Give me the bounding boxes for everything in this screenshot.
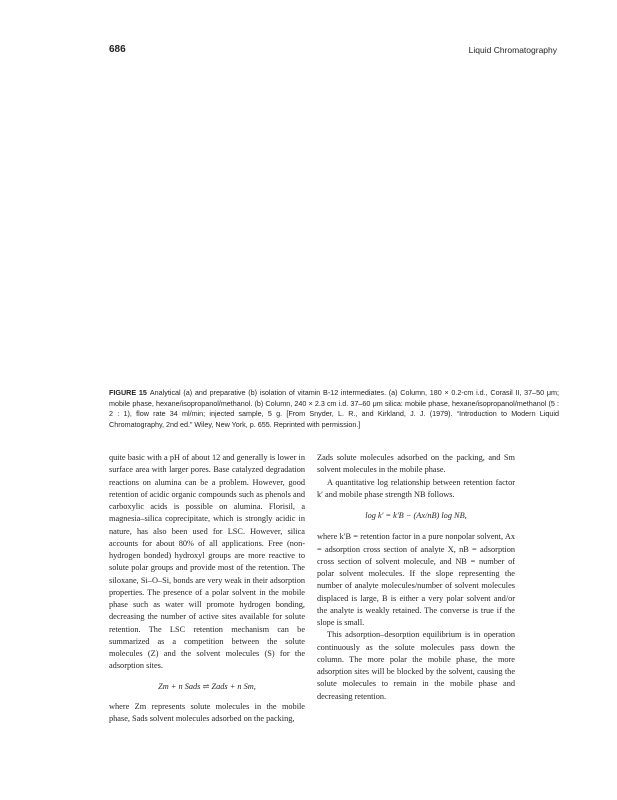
- running-head: Liquid Chromatography: [468, 45, 557, 55]
- figure-caption: [109, 388, 559, 430]
- figure-image-area: [109, 65, 559, 383]
- right-equation: log k′ = k′B − (Ax/nB) log NB,: [365, 511, 467, 520]
- left-paragraph-1: quite basic with a pH of about 12 and generally is lower in surface area with larger pores. Base catalyzed degradation reactions on alumina can be a problem. However, good retention of acidic organic compounds such as phenols and carboxylic acids is possible on alumina. Florisil, a magnesia–silica coprecipitate, which is strongly acidic in nature, has also been used for LSC. However, silica accounts for about 80% of all applications. Free (non-hydrogen bonded) hydroxyl groups are more reactive to solute polar groups and provide most of the retention. The siloxane, Si–O–Si, bonds are very weak in their adsorption properties. The presence of a polar solvent in the mobile phase such as water will promote hydrogen bonding, decreasing the number of active sites available for solute retention. The LSC retention mechanism can be summarized as a competition between the solute molecules (Z) and the solvent molecules (S) for the adsorption sites.: [109, 453, 305, 671]
- right-paragraph-4: This adsorption–desorption equilibrium is in operation continuously as the solute molecules pass down the column. The more polar the mobile phase, the more adsorption sites will be blocked by the solvent, causing the solute molecules to remain in the mobile phase and decreasing retention.: [317, 630, 515, 701]
- right-paragraph-3: where k′B = retention factor in a pure nonpolar solvent, Ax = adsorption cross section of analyte X, nB = adsorption cross section of solvent molecule, and NB = number of polar solvent molecules. If the slope representing the number of analyte molecules/number of solvent molecules displaced is large, B is either a very polar solvent and/or the analyte is weakly retained. The converse is true if the slope is small.: [317, 532, 515, 627]
- figure-caption-text: Analytical (a) and preparative (b) isolation of vitamin B-12 intermediates. (a) Column, 180 × 0.2-cm i.d., Corasil II, 37–50 μm; mobile phase, hexane/isopropanol/methanol. (b) Column, 240 × 2.3 cm i.d. 37–60 μm silica: mobile phase, hexane/isopropanol/methanol (5 : 2 : 1), flow rate 34 ml/min; injected sample, 5 g. [From Snyder, L. R., and Kirkland, J. J. (1979). “Introduction to Modern Liquid Chromatography, 2nd ed.” Wiley, New York, p. 655. Reprinted with permission.]: [109, 388, 559, 429]
- left-column: [109, 452, 305, 725]
- right-column: [317, 452, 515, 703]
- page-number: 686: [109, 44, 126, 55]
- figure-label: FIGURE 15: [109, 388, 147, 397]
- right-paragraph-1: Zads solute molecules adsorbed on the packing, and Sm solvent molecules in the mobile phase.: [317, 453, 515, 475]
- right-paragraph-2: A quantitative log relationship between retention factor k′ and mobile phase strength NB follows.: [317, 477, 515, 499]
- left-paragraph-2: where Zm represents solute molecules in the mobile phase, Sads solvent molecules adsorbed on the packing,: [109, 701, 305, 723]
- left-equation: Zm + n Sads ⇌ Zads + n Sm,: [158, 681, 256, 691]
